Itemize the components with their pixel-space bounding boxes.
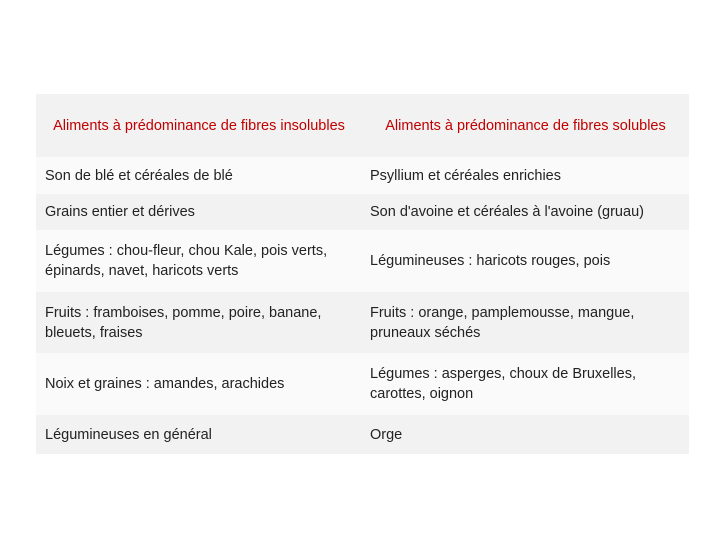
cell-soluble: Légumineuses : haricots rouges, pois [362, 230, 689, 292]
cell-insoluble: Grains entier et dérives [36, 194, 362, 230]
table-row [36, 415, 689, 454]
table-row [36, 157, 689, 194]
table-header-row [36, 94, 689, 157]
table-row [36, 230, 689, 292]
cell-soluble: Légumes : asperges, choux de Bruxelles, carottes, oignon [362, 353, 689, 415]
cell-insoluble: Légumineuses en général [36, 415, 362, 454]
cell-insoluble: Son de blé et céréales de blé [36, 157, 362, 194]
cell-insoluble: Fruits : framboises, pomme, poire, banane, bleuets, fraises [36, 292, 362, 353]
table-row [36, 292, 689, 353]
cell-soluble: Orge [362, 415, 689, 454]
table-row [36, 194, 689, 230]
table-row [36, 353, 689, 415]
cell-soluble: Psyllium et céréales enrichies [362, 157, 689, 194]
header-soluble: Aliments à prédominance de fibres solubles [362, 94, 689, 157]
cell-soluble: Son d'avoine et céréales à l'avoine (gruau) [362, 194, 689, 230]
cell-insoluble: Légumes : chou-fleur, chou Kale, pois verts, épinards, navet, haricots verts [36, 230, 362, 292]
header-insoluble: Aliments à prédominance de fibres insolubles [36, 94, 362, 157]
fiber-comparison-table [36, 94, 689, 454]
cell-insoluble: Noix et graines : amandes, arachides [36, 353, 362, 415]
cell-soluble: Fruits : orange, pamplemousse, mangue, pruneaux séchés [362, 292, 689, 353]
